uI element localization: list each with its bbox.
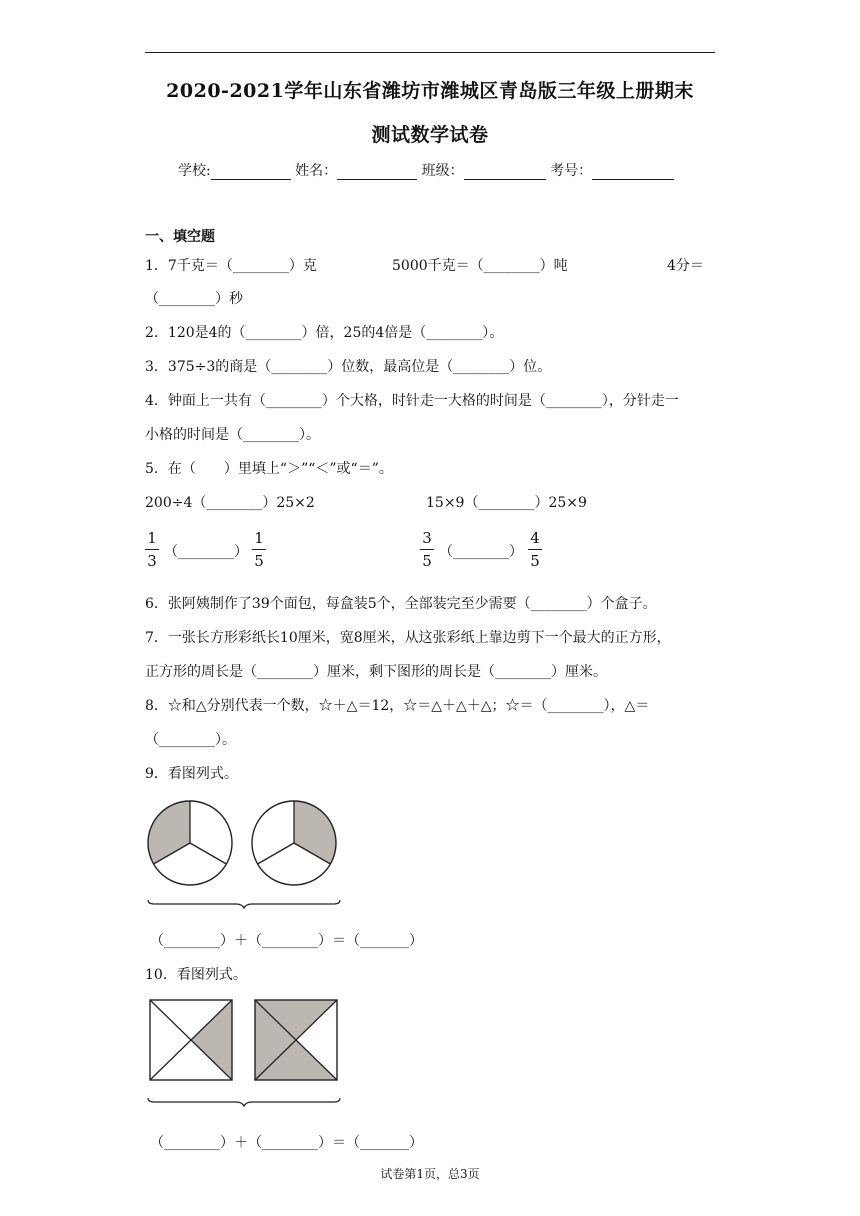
numerator: 3 (422, 529, 432, 547)
q3-text: 3．375÷3的商是（________）位数，最高位是（________）位。 (145, 359, 552, 375)
q9-figure (140, 792, 350, 910)
class-field[interactable] (464, 165, 546, 180)
numerator: 4 (530, 529, 540, 547)
circle-left (148, 801, 232, 885)
exam-field[interactable] (592, 165, 674, 180)
name-field[interactable] (337, 165, 417, 180)
page-footer: 试卷第1页，总3页 (380, 1167, 480, 1181)
q1-part-c: 4分＝ (667, 258, 704, 274)
q8-line2: （________）。 (145, 732, 236, 748)
q7-line2: 正方形的周长是（________）厘米，剩下图形的周长是（________）厘米。 (145, 664, 607, 680)
page-title-line1: 2020-2021学年山东省潍坊市潍城区青岛版三年级上册期末 (166, 80, 694, 102)
square-left (150, 1000, 232, 1080)
top-rule (145, 52, 715, 53)
denominator: 3 (147, 552, 157, 570)
q5-compare-d-blank: （________） (439, 544, 523, 560)
denominator: 5 (530, 552, 540, 570)
square-right (255, 1000, 337, 1080)
exam-label: 考号： (550, 163, 593, 179)
q5-compare-a: 200÷4（________）25×2 (145, 495, 315, 511)
numerator: 1 (254, 529, 264, 547)
q9-equation: （________）＋（________）＝（_______） (150, 933, 423, 949)
school-label: 学校: (178, 163, 211, 179)
fraction-1-5 (252, 528, 266, 571)
q1-part-b: 5000千克＝（________）吨 (392, 258, 568, 274)
q9-stem: 9．看图列式。 (145, 766, 238, 782)
q9-brace (148, 900, 340, 908)
q7-line1: 7．一张长方形彩纸长10厘米，宽8厘米，从这张彩纸上靠边剪下一个最大的正方形， (145, 630, 671, 646)
q1-part-d: （________）秒 (145, 291, 243, 307)
class-label: 班级： (421, 163, 464, 179)
q10-equation: （________）＋（________）＝（_______） (150, 1135, 423, 1151)
fraction-1-3 (145, 528, 159, 571)
q6-text: 6．张阿姨制作了39个面包，每盒装5个，全部装完至少需要（________）个盒子。 (145, 596, 657, 612)
q1-part-a: 1．7千克＝（________）克 (145, 258, 317, 274)
fraction-3-5 (420, 528, 434, 571)
name-label: 姓名： (295, 163, 338, 179)
q8-line1: 8．☆和△分别代表一个数，☆＋△＝12，☆＝△＋△＋△；☆＝（________），△＝ (145, 698, 650, 714)
denominator: 5 (254, 552, 264, 570)
q10-figure (140, 994, 350, 1112)
q10-stem: 10．看图列式。 (145, 967, 247, 983)
circle-right (252, 801, 336, 885)
q5-stem: 5．在（ ）里填上“＞”“＜”或“＝”。 (145, 461, 393, 477)
numerator: 1 (147, 529, 157, 547)
q4-line1: 4．钟面上一共有（________）个大格，时针走一大格的时间是（________），分针走一 (145, 393, 679, 409)
q10-brace (148, 1098, 340, 1106)
section-heading: 一、填空题 (145, 229, 215, 245)
q5-compare-b: 15×9（________）25×9 (426, 495, 587, 511)
school-field[interactable] (211, 165, 291, 180)
q5-compare-c-blank: （________） (164, 544, 248, 560)
q4-line2: 小格的时间是（________）。 (145, 427, 320, 443)
fraction-4-5 (528, 528, 542, 571)
page-title-line2: 测试数学试卷 (371, 124, 489, 146)
denominator: 5 (422, 552, 432, 570)
q2-text: 2．120是4的（________）倍，25的4倍是（________）。 (145, 325, 504, 341)
student-info-row (178, 160, 674, 180)
